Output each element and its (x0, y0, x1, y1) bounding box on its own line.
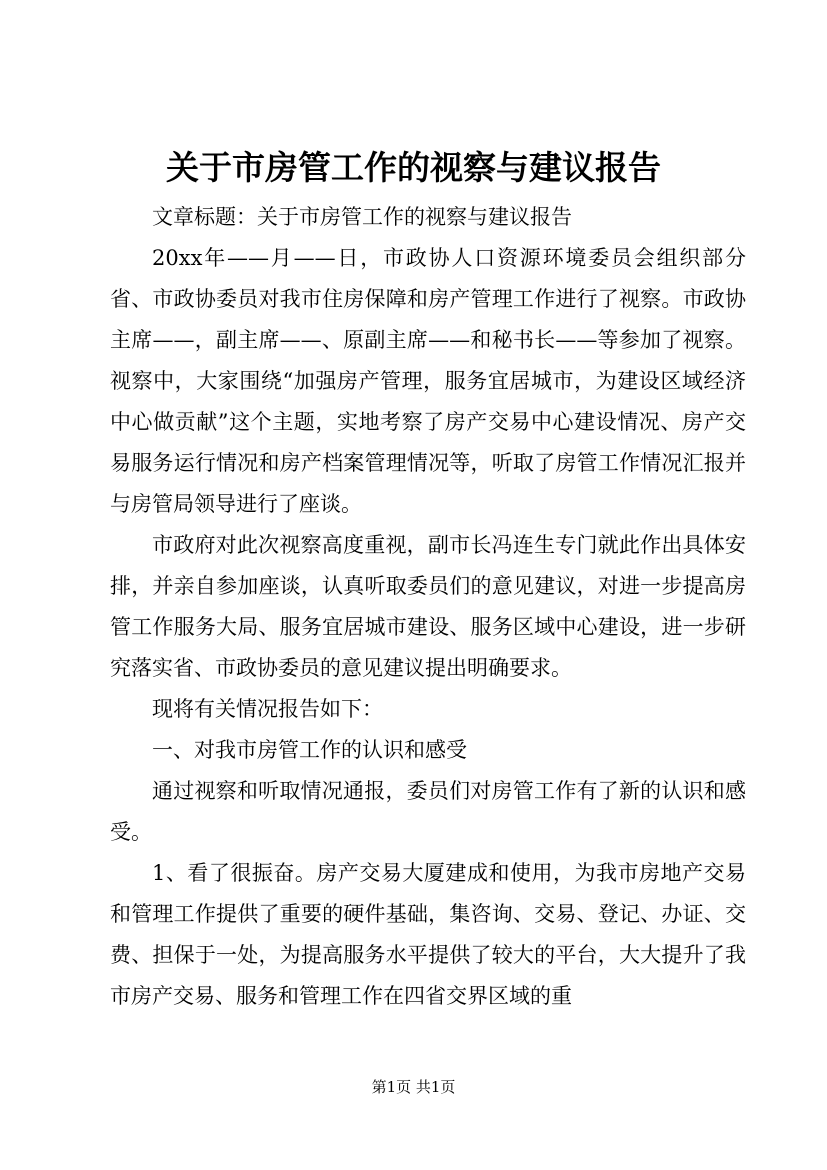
paragraph-report-lead: 现将有关情况报告如下： (152, 697, 383, 721)
paragraph-new-understanding: 通过视察和听取情况通报，委员们对房管工作有了新的认识和感受。 (110, 779, 746, 844)
section-heading-one: 一、对我市房管工作的认识和感受 (152, 738, 467, 762)
document-body (110, 197, 746, 1017)
page-footer: 第1页 共1页 (371, 1078, 456, 1096)
document-title: 关于市房管工作的视察与建议报告 (166, 148, 661, 187)
paragraph-point-one: 1、看了很振奋。房产交易大厦建成和使用，为我市房地产交易和管理工作提供了重要的硬件基础，集咨询、交易、登记、办证、交费、担保于一处，为提高服务水平提供了较大的平台，大大提升了我市房产交易、服务和管理工作在四省交界区域的重 (110, 861, 746, 1008)
paragraph-inspection-intro: 20xx年——月——日，市政协人口资源环境委员会组织部分省、市政协委员对我市住房保障和房产管理工作进行了视察。市政协主席——，副主席——、原副主席——和秘书长——等参加了视察。视察中，大家围绕“加强房产管理，服务宜居城市，为建设区域经济中心做贡献”这个主题，实地考察了房产交易中心建设情况、房产交易服务运行情况和房产档案管理情况等，听取了房管工作情况汇报并与房管局领导进行了座谈。 (110, 246, 746, 516)
paragraph-government-attention: 市政府对此次视察高度重视，副市长冯连生专门就此作出具体安排，并亲自参加座谈，认真听取委员们的意见建议，对进一步提高房管工作服务大局、服务宜居城市建设、服务区域中心建设，进一步研究落实省、市政协委员的意见建议提出明确要求。 (110, 533, 746, 680)
paragraph-article-title: 文章标题：关于市房管工作的视察与建议报告 (152, 205, 572, 229)
